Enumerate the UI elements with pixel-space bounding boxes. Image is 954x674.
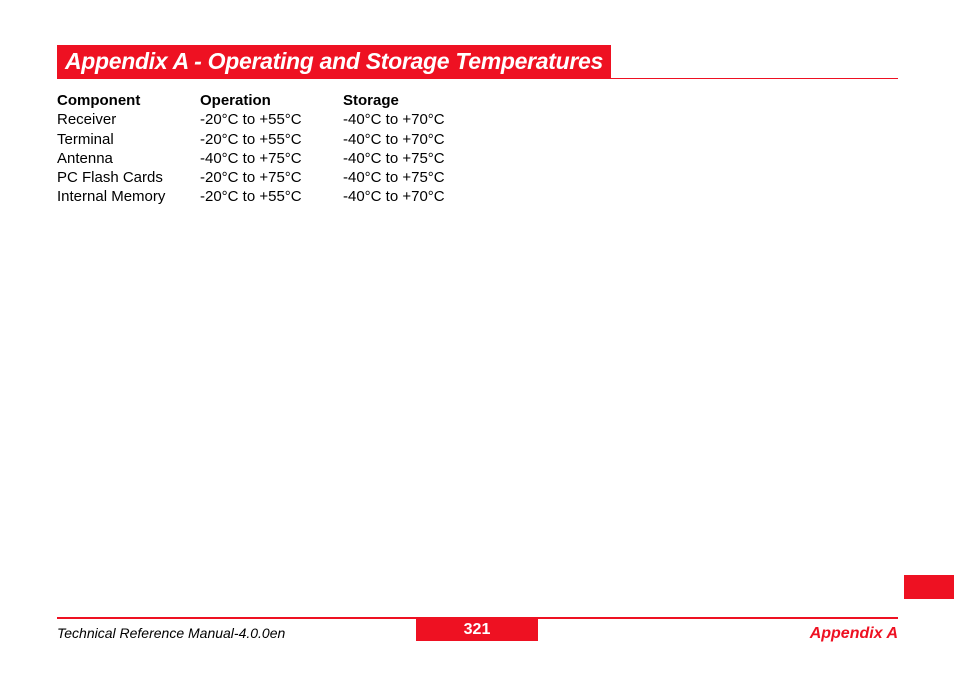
cell-component: PC Flash Cards bbox=[57, 169, 163, 187]
page-number: 321 bbox=[416, 619, 538, 641]
cell-storage: -40°C to +70°C bbox=[343, 188, 445, 206]
cell-operation: -20°C to +55°C bbox=[200, 111, 302, 129]
table-row bbox=[57, 187, 473, 206]
cell-component: Internal Memory bbox=[57, 188, 166, 206]
chapter-tab-marker bbox=[904, 575, 954, 599]
cell-operation: -20°C to +55°C bbox=[200, 130, 302, 148]
page-title: Appendix A - Operating and Storage Temperatures bbox=[65, 48, 603, 74]
column-header-storage: Storage bbox=[343, 92, 399, 109]
cell-storage: -40°C to +70°C bbox=[343, 130, 445, 148]
cell-operation: -40°C to +75°C bbox=[200, 149, 302, 167]
footer-manual-title: Technical Reference Manual-4.0.0en bbox=[57, 625, 286, 641]
column-header-operation: Operation bbox=[200, 92, 271, 109]
title-rule bbox=[57, 78, 898, 79]
table-row bbox=[57, 149, 473, 168]
cell-component: Antenna bbox=[57, 149, 113, 167]
cell-component: Receiver bbox=[57, 111, 117, 129]
cell-storage: -40°C to +75°C bbox=[343, 169, 445, 187]
table-row bbox=[57, 110, 473, 129]
footer-section-label: Appendix A bbox=[809, 625, 898, 642]
cell-component: Terminal bbox=[57, 130, 114, 148]
table-row bbox=[57, 168, 473, 187]
table-header-row bbox=[57, 91, 473, 110]
temperature-table bbox=[57, 91, 473, 207]
column-header-component: Component bbox=[57, 92, 141, 109]
cell-operation: -20°C to +75°C bbox=[200, 169, 302, 187]
table-row bbox=[57, 130, 473, 149]
cell-storage: -40°C to +75°C bbox=[343, 149, 445, 167]
cell-storage: -40°C to +70°C bbox=[343, 111, 445, 129]
cell-operation: -20°C to +55°C bbox=[200, 188, 302, 206]
